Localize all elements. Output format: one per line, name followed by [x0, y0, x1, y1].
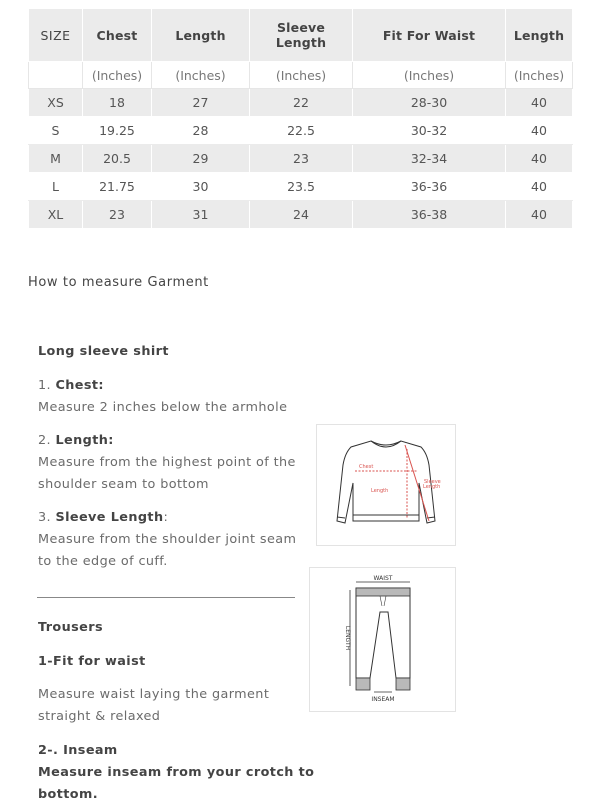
- unit-cell: [29, 62, 83, 89]
- length-cell: 28: [152, 117, 250, 145]
- trousers-heading: Trousers: [38, 620, 103, 635]
- sleeve-cell: 22.5: [250, 117, 353, 145]
- length-instruction: [38, 430, 296, 496]
- chest-text: Measure 2 inches below the armhole: [38, 400, 288, 415]
- waist-cell: 28-30: [353, 89, 506, 117]
- sleeve-callout-line-1: Sleeve: [424, 479, 441, 485]
- length-cell: 30: [152, 173, 250, 201]
- size-table-header-row: [29, 9, 573, 62]
- unit-cell: (Inches): [353, 62, 506, 89]
- length-cell: 29: [152, 145, 250, 173]
- fit-text-line-2: straight & relaxed: [38, 709, 161, 724]
- shirt-measure-diagram: [316, 424, 456, 546]
- trouser-length-cell: 40: [506, 173, 573, 201]
- chest-instruction: [38, 375, 287, 419]
- length-cell: 27: [152, 89, 250, 117]
- table-row: [29, 201, 573, 229]
- sleeve-cell: 23: [250, 145, 353, 173]
- chest-number: 1.: [38, 378, 56, 393]
- table-row: [29, 173, 573, 201]
- units-row: [29, 62, 573, 89]
- waist-cell: 36-36: [353, 173, 506, 201]
- unit-cell: (Inches): [83, 62, 152, 89]
- header-sleeve-length: Sleeve Length: [250, 9, 353, 62]
- trouser-length-cell: 40: [506, 89, 573, 117]
- section-divider: [37, 597, 295, 598]
- length-callout: Length: [371, 488, 389, 494]
- trouser-length-cell: 40: [506, 117, 573, 145]
- sleeve-cell: 22: [250, 89, 353, 117]
- size-cell: XS: [29, 89, 83, 117]
- size-cell: XL: [29, 201, 83, 229]
- inseam-diagram-label: INSEAM: [371, 696, 395, 703]
- length-text-line-1: Measure from the highest point of the: [38, 455, 296, 470]
- chest-cell: 23: [83, 201, 152, 229]
- sleeve-cell: 24: [250, 201, 353, 229]
- shirt-heading: Long sleeve shirt: [38, 344, 169, 359]
- sleeve-callout-line-2: Length: [423, 484, 441, 490]
- length-text-line-2: shoulder seam to bottom: [38, 477, 209, 492]
- size-cell: L: [29, 173, 83, 201]
- header-trouser-length: Length: [506, 9, 573, 62]
- header-chest: Chest: [83, 9, 152, 62]
- chest-cell: 19.25: [83, 117, 152, 145]
- unit-cell: (Inches): [152, 62, 250, 89]
- length-vertical-label: LENGTH: [344, 625, 351, 651]
- sleeve-instruction: [38, 507, 296, 573]
- length-number: 2.: [38, 433, 56, 448]
- waist-label: WAIST: [373, 575, 393, 582]
- chest-cell: 21.75: [83, 173, 152, 201]
- sleeve-colon: :: [163, 510, 169, 525]
- table-row: [29, 89, 573, 117]
- fit-for-waist-instruction: [38, 684, 269, 728]
- waist-cell: 36-38: [353, 201, 506, 229]
- size-chart-table: [28, 8, 573, 229]
- sleeve-text-line-1: Measure from the shoulder joint seam: [38, 532, 297, 547]
- trouser-measure-diagram: [309, 567, 456, 712]
- trouser-illustration: [310, 568, 455, 711]
- table-row: [29, 145, 573, 173]
- shirt-illustration: [317, 425, 455, 545]
- sleeve-cell: 23.5: [250, 173, 353, 201]
- waist-cell: 30-32: [353, 117, 506, 145]
- chest-cell: 18: [83, 89, 152, 117]
- sleeve-text-line-2: to the edge of cuff.: [38, 554, 168, 569]
- measure-guide-title: How to measure Garment: [28, 275, 209, 290]
- waist-cell: 32-34: [353, 145, 506, 173]
- inseam-instruction: [38, 740, 314, 806]
- size-cell: M: [29, 145, 83, 173]
- unit-cell: (Inches): [250, 62, 353, 89]
- table-row: [29, 117, 573, 145]
- length-label: Length:: [55, 433, 114, 448]
- chest-callout: Chest: [359, 464, 374, 470]
- header-fit-for-waist: Fit For Waist: [353, 9, 506, 62]
- header-size: SIZE: [29, 9, 83, 62]
- fit-for-waist-label: 1-Fit for waist: [38, 654, 146, 669]
- chest-cell: 20.5: [83, 145, 152, 173]
- sleeve-number: 3.: [38, 510, 56, 525]
- header-length: Length: [152, 9, 250, 62]
- inseam-label: 2-. Inseam: [38, 743, 118, 758]
- trouser-length-cell: 40: [506, 145, 573, 173]
- size-cell: S: [29, 117, 83, 145]
- sleeve-label: Sleeve Length: [55, 510, 164, 525]
- trouser-length-cell: 40: [506, 201, 573, 229]
- fit-text-line-1: Measure waist laying the garment: [38, 687, 270, 702]
- inseam-text-line-2: bottom.: [38, 787, 98, 802]
- unit-cell: (Inches): [506, 62, 573, 89]
- chest-label: Chest:: [55, 378, 104, 393]
- length-cell: 31: [152, 201, 250, 229]
- inseam-text-line-1: Measure inseam from your crotch to: [38, 765, 315, 780]
